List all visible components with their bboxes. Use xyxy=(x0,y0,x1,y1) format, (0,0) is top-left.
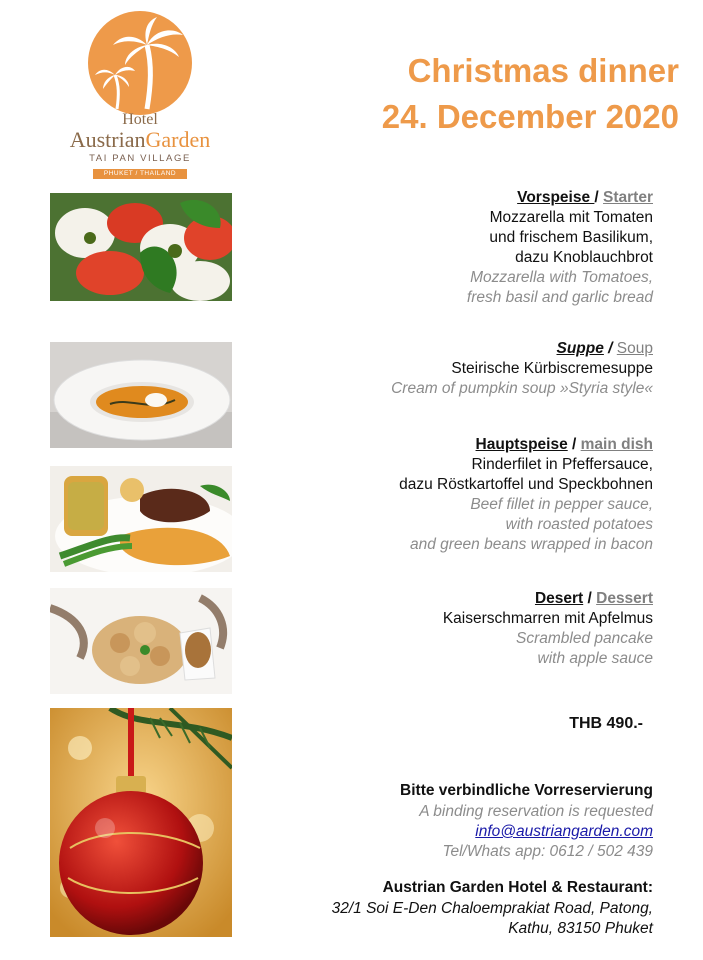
email-link[interactable]: info@austriangarden.com xyxy=(475,823,653,840)
logo-name-a: Austrian xyxy=(69,127,146,152)
soup-heading xyxy=(273,339,653,359)
dessert-section xyxy=(273,589,653,669)
soup-en-line: Cream of pumpkin soup »Styria style« xyxy=(391,380,653,397)
starter-photo xyxy=(50,193,232,301)
main-heading-en: main dish xyxy=(580,436,653,453)
main-de-line: Rinderfilet in Pfeffersauce, xyxy=(471,456,653,473)
title-line-2: 24. December 2020 xyxy=(381,98,679,135)
starter-heading xyxy=(273,188,653,208)
main-dish-photo xyxy=(50,466,232,572)
reservation-block xyxy=(400,780,653,862)
logo-badge: PHUKET / THAILAND xyxy=(93,169,187,179)
soup-photo xyxy=(50,342,232,448)
address-line-2: Kathu, 83150 Phuket xyxy=(508,920,653,937)
dessert-heading xyxy=(273,589,653,609)
address-block xyxy=(332,877,653,939)
main-dish-section xyxy=(273,435,653,555)
christmas-bauble-image xyxy=(50,708,232,937)
kaiserschmarren-image xyxy=(50,588,232,694)
phone-text: Tel/Whats app: 0612 / 502 439 xyxy=(442,843,653,860)
starter-en-line: Mozzarella with Tomatoes, xyxy=(470,269,653,286)
dessert-de-line: Kaiserschmarren mit Apfelmus xyxy=(442,610,653,627)
dessert-en-line: Scrambled pancake xyxy=(516,630,653,647)
main-en-line: and green beans wrapped in bacon xyxy=(409,536,653,553)
address-line-1: 32/1 Soi E-Den Chaloemprakiat Road, Patong, xyxy=(331,900,653,917)
logo-name xyxy=(55,127,225,153)
starter-section xyxy=(273,188,653,308)
starter-heading-sep: / xyxy=(594,189,604,206)
page-title xyxy=(382,48,679,140)
main-heading-sep: / xyxy=(567,436,581,453)
main-en-line: Beef fillet in pepper sauce, xyxy=(470,496,653,513)
logo-hotel-text: Hotel xyxy=(122,111,158,128)
logo-name-b: Garden xyxy=(145,127,211,152)
dessert-heading-de: Desert xyxy=(534,590,584,607)
reservation-en: A binding reservation is requested xyxy=(419,803,653,820)
dessert-photo xyxy=(50,588,232,694)
caprese-image xyxy=(50,193,232,301)
starter-de-line: und frischem Basilikum, xyxy=(489,229,653,246)
soup-de-line: Steirische Kürbiscremesuppe xyxy=(451,360,653,377)
beef-fillet-image xyxy=(50,466,232,572)
palm-tree-logo-icon xyxy=(55,5,225,115)
main-heading xyxy=(273,435,653,455)
hotel-logo xyxy=(55,5,225,180)
soup-heading-en: Soup xyxy=(616,340,653,357)
main-heading-de: Hauptspeise xyxy=(475,436,568,453)
dessert-heading-en: Dessert xyxy=(596,590,653,607)
main-de-line: dazu Röstkartoffel und Speckbohnen xyxy=(399,476,653,493)
soup-heading-sep: / xyxy=(603,340,617,357)
starter-en-line: fresh basil and garlic bread xyxy=(466,289,653,306)
starter-de-line: Mozzarella mit Tomaten xyxy=(489,209,653,226)
price-label: THB 490.- xyxy=(569,715,643,732)
pumpkin-soup-image xyxy=(50,342,232,448)
main-en-line: with roasted potatoes xyxy=(505,516,653,533)
dessert-en-line: with apple sauce xyxy=(537,650,653,667)
christmas-ornament-photo xyxy=(50,708,232,937)
dessert-heading-sep: / xyxy=(583,590,597,607)
logo-subtitle: TAI PAN VILLAGE xyxy=(89,153,191,164)
title-line-1: Christmas dinner xyxy=(407,52,679,89)
starter-heading-de: Vorspeise xyxy=(517,189,595,206)
soup-heading-de: Suppe xyxy=(556,340,604,357)
restaurant-name: Austrian Garden Hotel & Restaurant: xyxy=(382,879,653,896)
soup-section xyxy=(273,339,653,399)
starter-heading-en: Starter xyxy=(603,189,653,206)
starter-de-line: dazu Knoblauchbrot xyxy=(515,249,653,266)
reservation-heading: Bitte verbindliche Vorreservierung xyxy=(400,782,653,799)
